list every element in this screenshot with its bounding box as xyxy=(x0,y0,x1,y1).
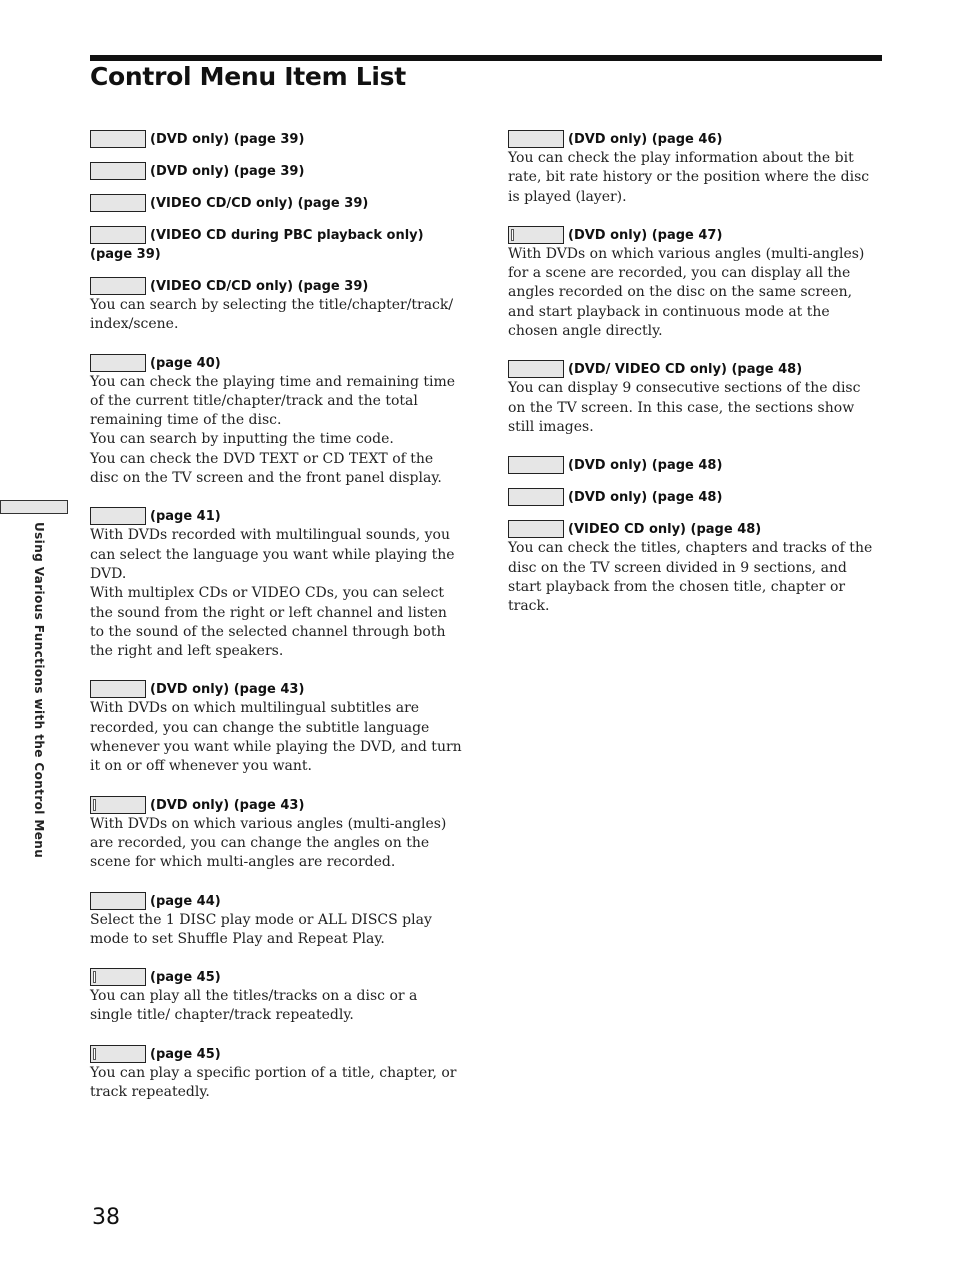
menu-item-description: You can play a specific portion of a title, chapter, or track repeatedly. xyxy=(90,1064,457,1101)
menu-item-heading-text: (DVD only) (page 46) xyxy=(568,132,723,147)
menu-item-entry xyxy=(508,488,880,507)
menu-item-heading-text: (VIDEO CD during PBC playback only) (page 39) xyxy=(90,228,424,262)
menu-item-heading-text: (DVD/ VIDEO CD only) (page 48) xyxy=(568,362,803,378)
menu-item-description: With DVDs on which various angles (multi-angles) for a scene are recorded, you can display all the angles recorded on the disc on the same screen, and start playback in continuous mode at the chosen angle directly. xyxy=(508,245,865,340)
menu-item-heading xyxy=(508,456,880,475)
menu-item-description: Select the 1 DISC play mode or ALL DISCS play mode to set Shuffle Play and Repeat Play. xyxy=(90,911,432,947)
spacer xyxy=(508,207,880,226)
menu-item-heading xyxy=(90,507,464,526)
menu-item-heading-text: (page 45) xyxy=(150,970,221,986)
menu-item-icon xyxy=(90,226,146,244)
right-column xyxy=(508,130,880,616)
menu-item-entry xyxy=(508,226,880,341)
bar-mark-icon xyxy=(511,229,514,241)
menu-item-heading xyxy=(90,162,464,181)
menu-item-icon xyxy=(90,507,146,525)
bar-mark-icon xyxy=(93,799,96,811)
menu-item-entry xyxy=(90,796,464,873)
page-title: Control Menu Item List xyxy=(90,62,406,91)
bar-mark-icon xyxy=(93,1048,96,1060)
menu-item-icon xyxy=(90,680,146,698)
menu-item-heading xyxy=(90,277,464,296)
spacer xyxy=(90,661,464,680)
section-tab xyxy=(0,500,68,514)
menu-item-icon xyxy=(90,892,146,910)
menu-item-icon xyxy=(508,488,564,506)
menu-item-heading-text: (page 41) xyxy=(150,509,221,525)
menu-item-entry xyxy=(508,130,880,207)
menu-item-description: You can check the DVD TEXT or CD TEXT of the disc on the TV screen and the front panel display. xyxy=(90,450,442,487)
menu-item-entry xyxy=(90,680,464,776)
spacer xyxy=(90,1026,464,1045)
menu-item-icon xyxy=(508,130,564,148)
menu-item-entry xyxy=(90,130,464,149)
menu-item-entry xyxy=(90,162,464,181)
menu-item-icon xyxy=(90,162,146,180)
menu-item-entry xyxy=(508,520,880,616)
menu-item-heading-text: (DVD only) (page 47) xyxy=(568,227,723,243)
menu-item-heading-text: (VIDEO CD/CD only) (page 39) xyxy=(150,279,369,294)
menu-item-entry xyxy=(90,354,464,489)
spacer xyxy=(90,949,464,968)
menu-item-entry xyxy=(90,892,464,950)
menu-item-heading xyxy=(90,968,464,987)
menu-item-heading xyxy=(508,130,880,149)
spacer xyxy=(90,181,464,194)
menu-item-description: You can play all the titles/tracks on a disc or a single title/ chapter/track repeatedly. xyxy=(90,988,418,1024)
menu-item-icon xyxy=(508,360,564,378)
page-number: 38 xyxy=(92,1205,120,1230)
menu-item-description: You can search by selecting the title/chapter/track/ index/scene. xyxy=(90,297,454,333)
menu-item-description: You can check the play information about the bit rate, bit rate history or the position where the disc is played (layer). xyxy=(508,150,870,205)
menu-item-bar-icon xyxy=(90,1045,146,1063)
spacer xyxy=(90,213,464,226)
left-column xyxy=(90,130,464,1102)
menu-item-entry xyxy=(90,226,464,264)
menu-item-heading-text: (DVD only) (page 48) xyxy=(568,458,723,474)
menu-item-entry xyxy=(90,968,464,1026)
menu-item-description: You can search by inputting the time code. xyxy=(90,431,394,448)
menu-item-bar-icon xyxy=(90,796,146,814)
menu-item-heading xyxy=(90,130,464,149)
menu-item-heading-text: (DVD only) (page 39) xyxy=(150,132,305,147)
menu-item-heading-text: (VIDEO CD only) (page 48) xyxy=(568,522,762,538)
menu-item-heading xyxy=(90,354,464,373)
menu-item-icon xyxy=(90,277,146,295)
menu-item-heading xyxy=(508,226,880,245)
bar-mark-icon xyxy=(93,971,96,983)
menu-item-heading xyxy=(90,194,464,213)
menu-item-icon xyxy=(90,354,146,372)
menu-item-description: With DVDs on which various angles (multi-angles) are recorded, you can change the angles on the scene for which multi-angles are recorded. xyxy=(90,815,447,871)
spacer xyxy=(508,475,880,488)
spacer xyxy=(90,488,464,507)
menu-item-entry xyxy=(90,194,464,213)
menu-item-description: With DVDs recorded with multilingual sounds, you can select the language you want while playing the DVD. xyxy=(90,527,455,582)
menu-item-heading xyxy=(508,488,880,507)
spacer xyxy=(90,777,464,796)
menu-item-heading xyxy=(508,360,880,379)
menu-item-heading-text: (DVD only) (page 39) xyxy=(150,164,305,179)
menu-item-entry xyxy=(90,1045,464,1103)
menu-item-entry xyxy=(90,507,464,661)
spacer xyxy=(508,341,880,360)
menu-item-bar-icon xyxy=(90,968,146,986)
menu-item-heading xyxy=(90,680,464,699)
menu-item-icon xyxy=(508,456,564,474)
menu-item-heading xyxy=(90,226,464,264)
menu-item-heading-text: (DVD only) (page 43) xyxy=(150,797,305,813)
menu-item-description: With multiplex CDs or VIDEO CDs, you can select the sound from the right or left channel and listen to the sound of the selected channel through both the right and left speakers. xyxy=(90,585,447,660)
menu-item-heading-text: (page 45) xyxy=(150,1046,221,1062)
spacer xyxy=(90,149,464,162)
menu-item-heading-text: (DVD only) (page 43) xyxy=(150,682,305,698)
spacer xyxy=(90,873,464,892)
menu-item-heading xyxy=(508,520,880,539)
menu-item-heading xyxy=(90,796,464,815)
menu-item-entry xyxy=(90,277,464,335)
menu-item-bar-icon xyxy=(508,226,564,244)
menu-item-entry xyxy=(508,360,880,437)
menu-item-icon xyxy=(508,520,564,538)
spacer xyxy=(90,264,464,277)
side-section-label: Using Various Functions with the Control Menu xyxy=(32,522,46,859)
menu-item-icon xyxy=(90,130,146,148)
title-rule xyxy=(90,55,882,61)
spacer xyxy=(90,335,464,354)
menu-item-entry xyxy=(508,456,880,475)
menu-item-description: You can check the titles, chapters and tracks of the disc on the TV screen divided in 9 sections, and start playback from the chosen title, chapter or track. xyxy=(508,540,873,615)
menu-item-heading xyxy=(90,892,464,911)
menu-item-heading-text: (DVD only) (page 48) xyxy=(568,490,723,506)
menu-item-description: You can display 9 consecutive sections of the disc on the TV screen. In this case, the sections show still images. xyxy=(508,380,861,435)
menu-item-heading xyxy=(90,1045,464,1064)
menu-item-icon xyxy=(90,194,146,212)
spacer xyxy=(508,437,880,456)
menu-item-heading-text: (page 44) xyxy=(150,893,221,909)
menu-item-description: You can check the playing time and remaining time of the current title/chapter/track and the total remaining time of the disc. xyxy=(90,373,456,429)
spacer xyxy=(508,507,880,520)
menu-item-heading-text: (VIDEO CD/CD only) (page 39) xyxy=(150,196,369,211)
menu-item-description: With DVDs on which multilingual subtitles are recorded, you can change the subtitle language whenever you want while playing the DVD, and turn it on or off whenever you want. xyxy=(90,700,462,775)
menu-item-heading-text: (page 40) xyxy=(150,355,221,371)
